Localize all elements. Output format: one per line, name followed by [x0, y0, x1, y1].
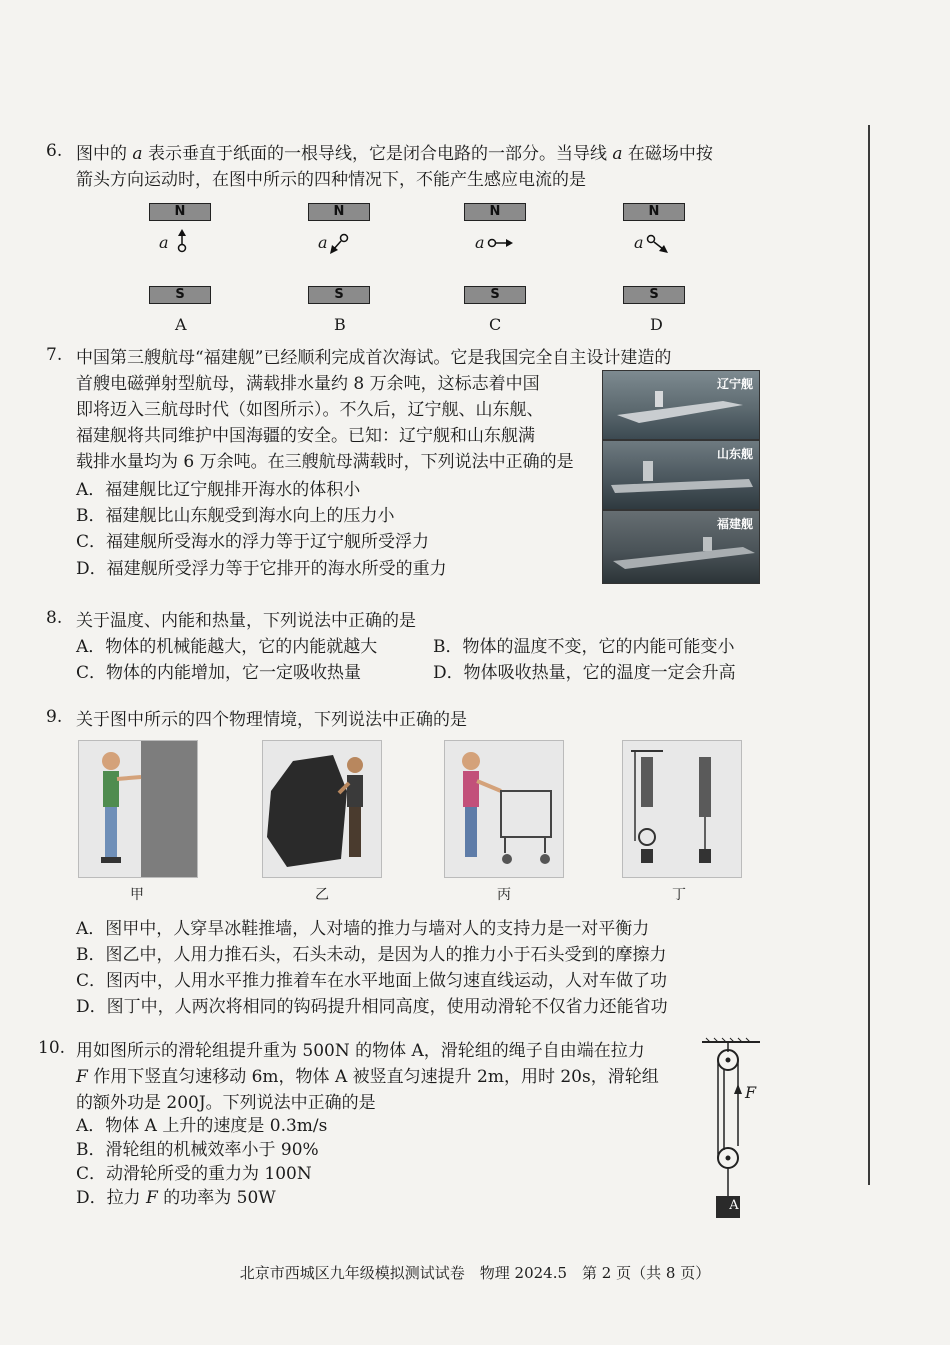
ship-photo-shandong	[602, 440, 760, 510]
south-pole: S	[623, 286, 685, 304]
scene-yi	[262, 740, 382, 878]
scene-jia	[78, 740, 198, 878]
page-footer: 北京市西城区九年级模拟测试试卷 物理 2024.5 第 2 页（共 8 页）	[239, 1264, 711, 1282]
q8-option-b: B．物体的温度不变，它的内能可能变小	[433, 637, 735, 657]
wire-label: a	[159, 233, 169, 252]
wire-label: a	[475, 233, 485, 252]
q6-stem: 图中的 a 表示垂直于纸面的一根导线，它是闭合电路的一部分。当导线 a 在磁场中按 箭头方向运动时，在图中所示的四种情况下，不能产生感应电流的是	[76, 144, 713, 190]
caption-yi: 乙	[315, 887, 329, 903]
q10-number: 10.	[38, 1038, 66, 1058]
margin-line	[868, 125, 870, 1185]
q7-option-d: D．福建舰所受浮力等于它排开的海水所受的重力	[76, 559, 447, 579]
wire-label: a	[634, 233, 644, 252]
ship-label: 辽宁舰	[716, 377, 753, 391]
scene-ding	[622, 740, 742, 878]
q7-option-c: C．福建舰所受海水的浮力等于辽宁舰所受浮力	[76, 532, 430, 552]
q9-option-b: B．图乙中，人用力推石头，石头未动，是因为人的推力小于石头受到的摩擦力	[76, 945, 667, 965]
q9-option-d: D．图丁中，人两次将相同的钩码提升相同高度，使用动滑轮不仅省力还能省功	[76, 997, 668, 1017]
south-pole: S	[308, 286, 370, 304]
person-pushing-wall-icon	[79, 741, 197, 877]
south-pole: S	[464, 286, 526, 304]
q7-option-a: A．福建舰比辽宁舰排开海水的体积小	[76, 480, 361, 500]
q8-option-c: C．物体的内能增加，它一定吸收热量	[76, 663, 362, 683]
q9-option-a: A．图甲中，人穿旱冰鞋推墙，人对墙的推力与墙对人的支持力是一对平衡力	[76, 919, 650, 939]
q7-option-b: B．福建舰比山东舰受到海水向上的压力小	[76, 506, 395, 526]
scene-bing	[444, 740, 564, 878]
wire-up-arrow-icon	[174, 228, 190, 254]
north-pole: N	[464, 203, 526, 221]
spring-scale-pulley-icon	[623, 741, 741, 877]
wire-down-right-arrow-icon	[646, 233, 670, 255]
force-label: F	[745, 1083, 757, 1102]
q8-stem: 关于温度、内能和热量，下列说法中正确的是	[76, 611, 416, 631]
q7-number: 7.	[46, 345, 63, 365]
q9-option-c: C．图丙中，人用水平推力推着车在水平地面上做匀速直线运动，人对车做了功	[76, 971, 668, 991]
wire-down-left-arrow-icon	[328, 232, 350, 256]
ship-photo-fujian	[602, 510, 760, 584]
north-pole: N	[623, 203, 685, 221]
q10-option-d: D．拉力 F 的功率为 50W	[76, 1188, 276, 1208]
q8-option-a: A．物体的机械能越大，它的内能就越大	[76, 637, 378, 657]
q7-stem: 中国第三艘航母“福建舰”已经顺利完成首次海试。它是我国完全自主设计建造的 首艘电磁弹射型航母，满载排水量约 8 万余吨，这标志着中国 即将迈入三航母时代（如图所示）。不久后，辽宁舰、山东舰、 福建舰将共同维护中国海疆的安全。已知：辽宁舰和山东舰满 载排水量均为 6 万余吨。在三艘航母满载时，下列说法中正确的是	[76, 348, 672, 472]
q10-option-b: B．滑轮组的机械效率小于 90%	[76, 1140, 319, 1160]
q9-stem: 关于图中所示的四个物理情境，下列说法中正确的是	[76, 710, 467, 730]
ship-label: 山东舰	[716, 447, 753, 461]
caption-ding: 丁	[672, 887, 686, 903]
caption-jia: 甲	[130, 887, 144, 903]
caption-c: C	[489, 315, 502, 334]
q10-option-a: A．物体 A 上升的速度是 0.3m/s	[76, 1116, 328, 1136]
ship-label: 福建舰	[716, 517, 753, 531]
person-pushing-rock-icon	[263, 741, 381, 877]
north-pole: N	[308, 203, 370, 221]
ship-photo-liaoning	[602, 370, 760, 440]
caption-a: A	[175, 315, 187, 334]
q9-number: 9.	[46, 707, 63, 727]
wire-right-arrow-icon	[487, 236, 515, 250]
q10-option-c: C．动滑轮所受的重力为 100N	[76, 1164, 312, 1184]
q10-stem: 用如图所示的滑轮组提升重为 500N 的物体 A，滑轮组的绳子自由端在拉力 F 作用下竖直匀速移动 6m，物体 A 被竖直匀速提升 2m，用时 20s，滑轮组 的额外功是 200J。下列说法中正确的是	[76, 1041, 659, 1113]
q8-option-d: D．物体吸收热量，它的温度一定会升高	[433, 663, 736, 683]
block-label: A	[729, 1198, 739, 1213]
caption-b: B	[334, 315, 346, 334]
q8-number: 8.	[46, 608, 63, 628]
wire-label: a	[318, 233, 328, 252]
person-pushing-cart-icon	[445, 741, 563, 877]
caption-bing: 丙	[497, 887, 511, 903]
caption-d: D	[650, 315, 663, 334]
south-pole: S	[149, 286, 211, 304]
q6-number: 6.	[46, 141, 63, 161]
north-pole: N	[149, 203, 211, 221]
